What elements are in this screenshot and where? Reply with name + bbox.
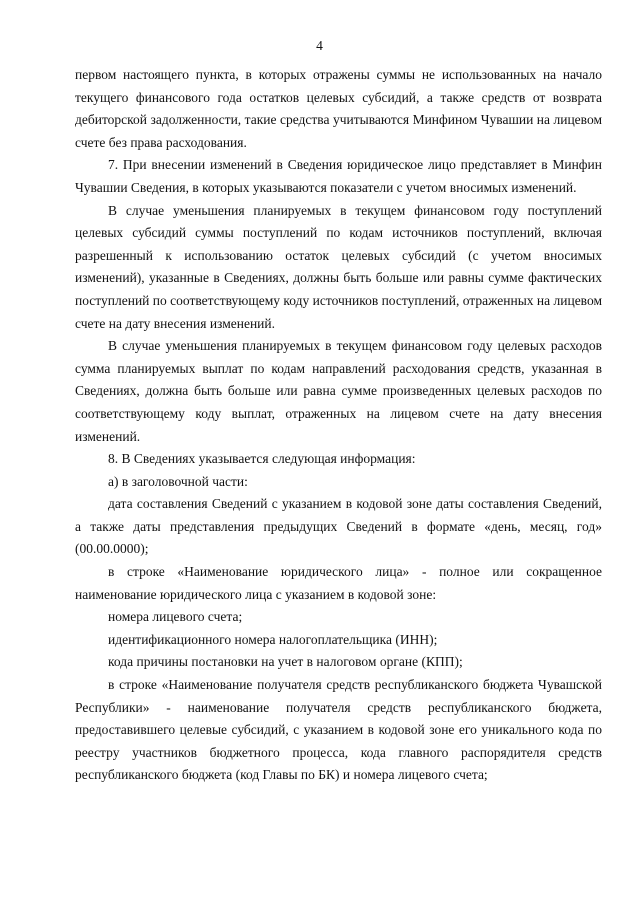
paragraph-item-7: 7. При внесении изменений в Сведения юридическое лицо представляет в Минфин Чувашии Сведения, в которых указываются показатели с учетом вносимых изменений. xyxy=(75,157,602,195)
paragraph-recipient-name: в строке «Наименование получателя средств республиканского бюджета Чувашской Республики» - наименование получателя средств республиканского бюджета, предоставившего целевые субсидий, с указанием в кодовой зоне его уникального кода по реестру участников бюджетного процесса, кода главного распорядителя средств республиканского бюджета (код Главы по БК) и номера лицевого счета; xyxy=(75,677,602,783)
paragraph-item-8: 8. В Сведениях указывается следующая информация: xyxy=(108,451,416,467)
paragraph-entity-name: в строке «Наименование юридического лица» - полное или сокращенное наименование юридического лица с указанием в кодовой зоне: xyxy=(75,564,602,602)
document-body xyxy=(75,64,602,787)
paragraph-item-8a: а) в заголовочной части: xyxy=(108,473,248,489)
paragraph-account-number: номера лицевого счета; xyxy=(108,609,243,625)
page-number: 4 xyxy=(316,38,323,53)
paragraph-inn: идентификационного номера налогоплательщика (ИНН); xyxy=(108,631,438,647)
paragraph-expense-decrease: В случае уменьшения планируемых в текущем финансовом году целевых расходов сумма планируемых выплат по кодам направлений расходования средств, указанная в Сведениях, должна быть больше или равна сумме произведенных целевых расходов по соответствующему коду выплат, отраженных на лицевом счете на дату внесения изменений. xyxy=(75,338,602,444)
paragraph-kpp: кода причины постановки на учет в налоговом органе (КПП); xyxy=(108,654,463,670)
paragraph-continuation: первом настоящего пункта, в которых отражены суммы не использованных на начало текущего финансового года остатков целевых субсидий, а также средств от возврата дебиторской задолженности, такие средства учитываются Минфином Чувашии на лицевом счете без права расходования. xyxy=(75,67,602,150)
paragraph-income-decrease: В случае уменьшения планируемых в текущем финансовом году поступлений целевых субсидий суммы поступлений по кодам источников поступлений, включая разрешенный к использованию остаток целевых субсидий (с учетом вносимых изменений), указанные в Сведениях, должны быть больше или равны сумме фактических поступлений по соответствующему коду источников поступлений, отраженных на лицевом счете на дату внесения изменений. xyxy=(75,202,602,331)
paragraph-date-info: дата составления Сведений с указанием в кодовой зоне даты составления Сведений, а также даты представления предыдущих Сведений в формате «день, месяц, год» (00.00.0000); xyxy=(75,496,602,557)
